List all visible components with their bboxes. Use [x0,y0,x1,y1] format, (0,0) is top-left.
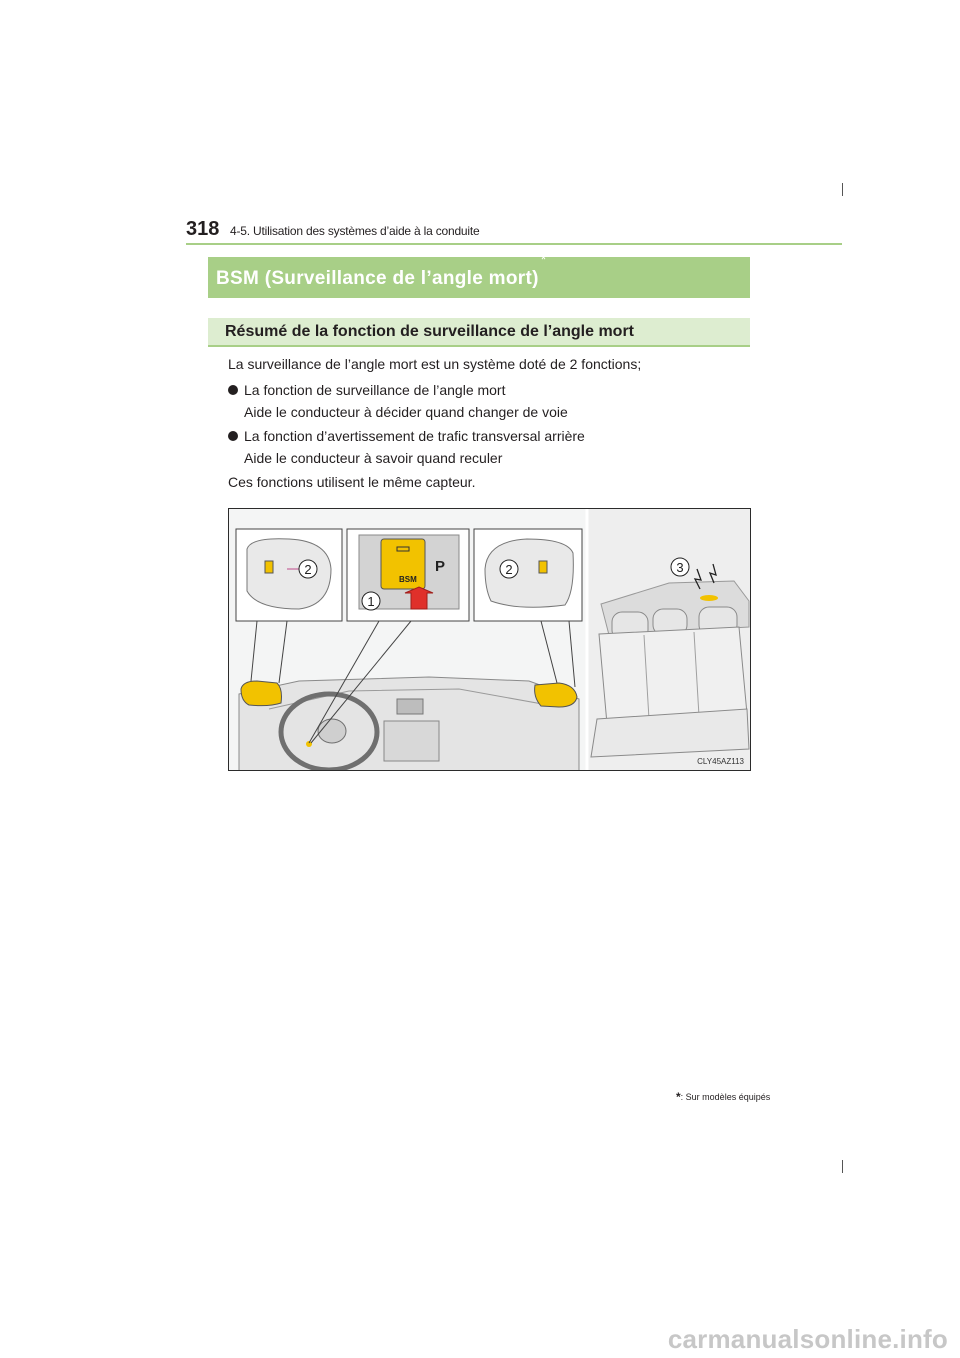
right-mirror-indicator [539,561,547,573]
bullet-sub-text: Aide le conducteur à savoir quand reculer [244,450,503,466]
bullet-sub-text: Aide le conducteur à décider quand changer de voie [244,404,568,420]
bsm-switch-label: BSM [399,575,417,584]
watermark-bar [0,1318,960,1358]
bullet-main-text: La fonction de surveillance de l’angle mort [244,382,506,398]
bsm-illustration [228,508,751,771]
svg-text:1: 1 [367,594,375,609]
header-divider [186,243,842,245]
bullet-dot [228,431,238,441]
figure-code: CLY45AZ113 [697,757,744,766]
park-assist-label: P [435,558,446,575]
watermark-text: carmanualsonline.info [667,1324,948,1354]
section-title: BSM (Surveillance de l’angle mort) [216,268,539,289]
subheading-text: Résumé de la fonction de surveillance de l’angle mort [225,323,634,340]
closing-paragraph: Ces fonctions utilisent le même capteur. [228,474,476,490]
svg-text:2: 2 [505,562,513,577]
svg-text:3: 3 [676,560,684,575]
footnote [676,1090,770,1104]
bsm-switch-highlight [306,741,312,747]
list-item [228,379,568,423]
footnote-star: * [676,1090,681,1104]
right-door-mirror [535,683,577,707]
subheading-underline [208,345,750,347]
illustration-drawing [229,509,751,771]
svg-text:2: 2 [304,562,312,577]
left-mirror-indicator [265,561,273,573]
crop-mark-bottom [842,1160,843,1173]
center-display [397,699,423,714]
rear-seat-back [599,627,747,724]
list-item [228,425,585,469]
bullet-dot [228,385,238,395]
title-asterisk: * [540,251,547,267]
intro-paragraph: La surveillance de l’angle mort est un système doté de 2 fonctions; [228,356,642,372]
subheading-bar [208,318,750,347]
left-door-mirror [241,681,282,706]
bullet-main-text: La fonction d’avertissement de trafic transversal arrière [244,428,585,444]
center-console [384,721,439,761]
rear-sensor-highlight [700,595,718,601]
steering-hub [318,719,346,743]
page-number: 318 [186,218,220,240]
section-title-banner [208,251,750,298]
footnote-text: : Sur modèles équipés [680,1092,771,1102]
crop-mark-top [842,183,843,196]
section-reference: 4-5. Utilisation des systèmes d’aide à la conduite [230,224,480,238]
